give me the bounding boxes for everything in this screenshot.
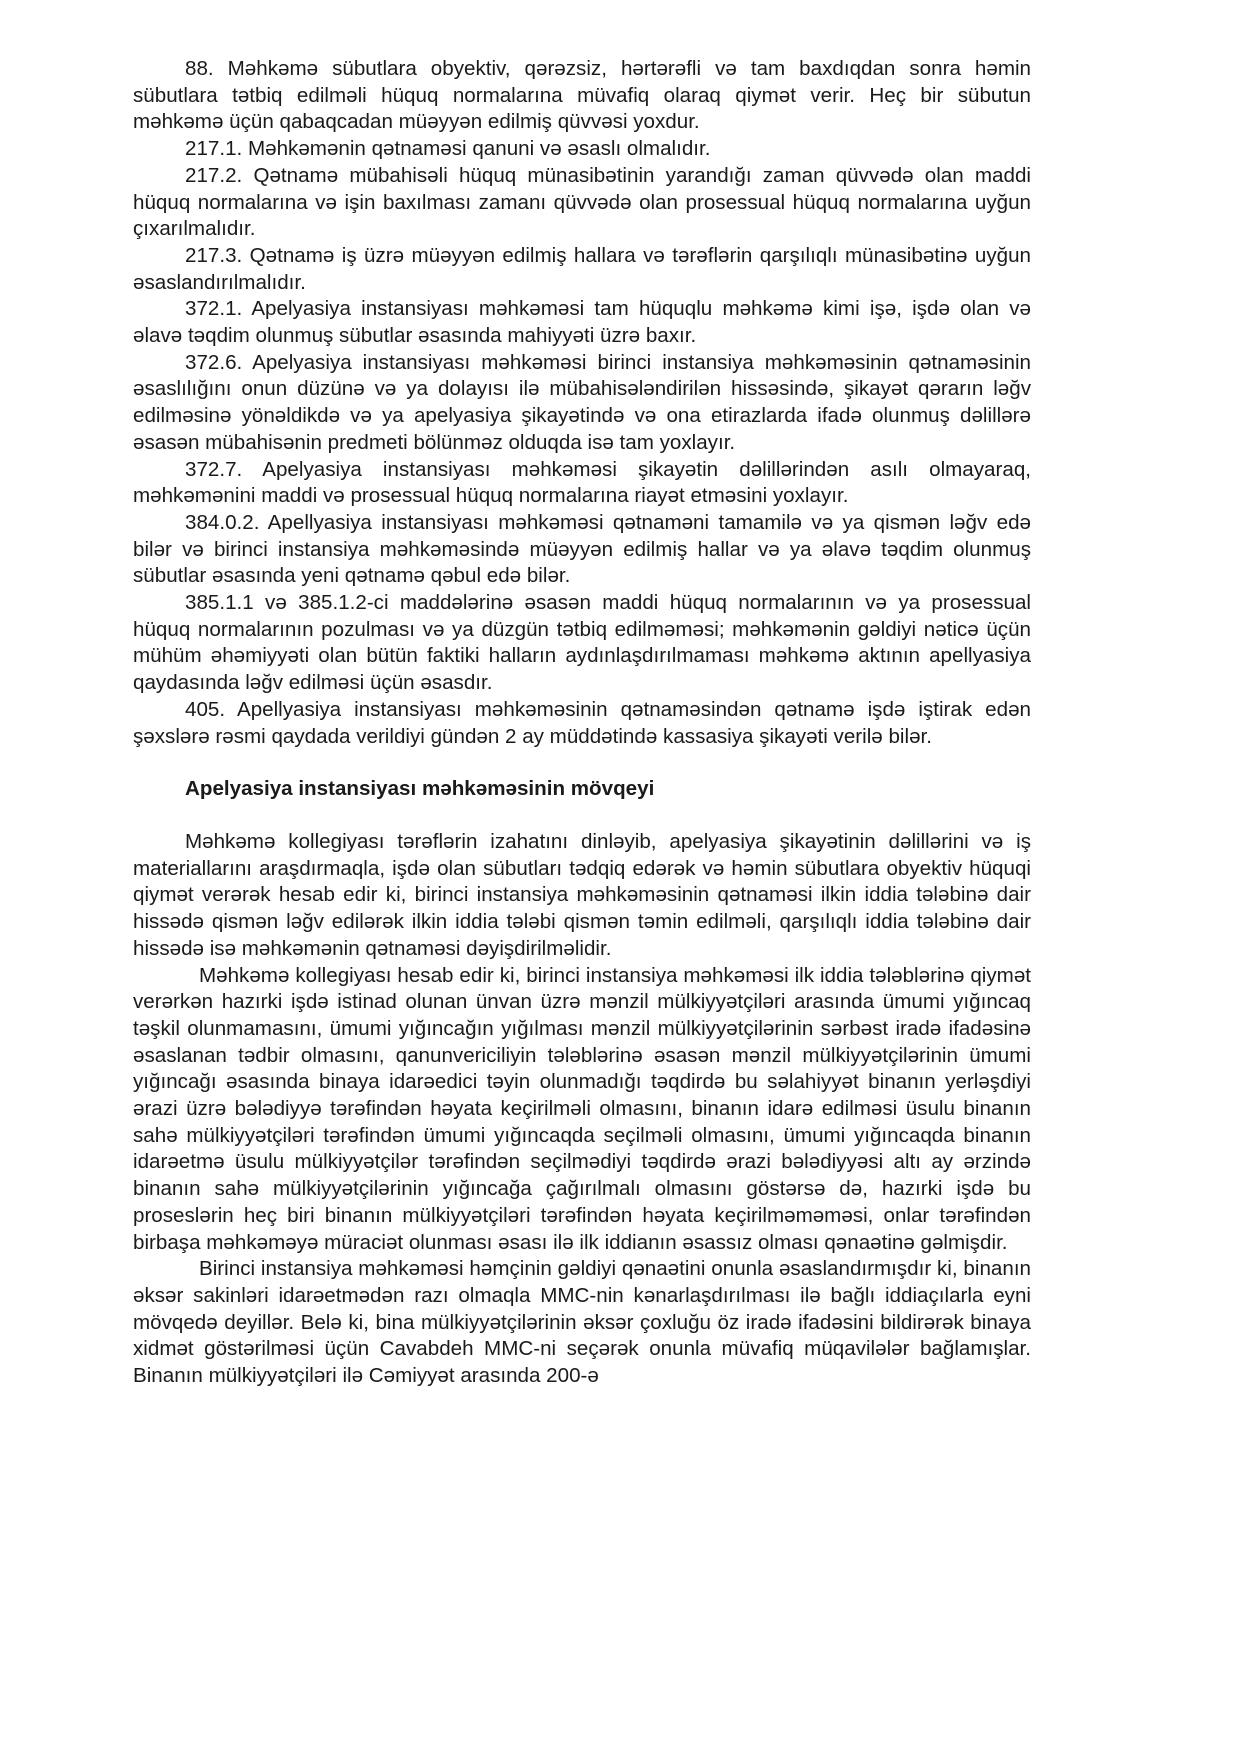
paragraph-article-372-6: 372.6. Apelyasiya instansiyası məhkəməsi birinci instansiya məhkəməsinin qətnaməsinin əsaslılığını onun düzünə və ya dolayısı ilə mübahisələndirilən hissəsində, şikayət qərarın ləğv edilməsinə yönəldikdə və ya apelyasiya şikayətində və ona etirazlarda ifadə olunmuş dəlillərə əsasən mübahisənin predmeti bölünməz olduqda isə tam yoxlayır. — [133, 350, 1031, 454]
paragraph-article-384-0-2: 384.0.2. Apellyasiya instansiyası məhkəməsi qətnaməni tamamilə və ya qismən ləğv edə bilər və birinci instansiya məhkəməsində müəyyən edilmiş hallar və ya əlavə təqdim olunmuş sübutlar əsasında yeni qətnamə qəbul edə bilər. — [133, 510, 1031, 588]
paragraph-article-217-2: 217.2. Qətnamə mübahisəli hüquq münasibətinin yarandığı zaman qüvvədə olan maddi hüquq normalarına və işin baxılması zamanı qüvvədə olan prosessual hüquq normalarına uyğun çıxarılmalıdır. — [133, 163, 1031, 241]
paragraph-article-372-7: 372.7. Apelyasiya instansiyası məhkəməsi şikayətin dəlillərindən asılı olmayaraq, məhkəmənini maddi və prosessual hüquq normalarına riayət etməsini yoxlayır. — [133, 457, 1031, 508]
paragraph-article-405: 405. Apellyasiya instansiyası məhkəməsinin qətnaməsindən qətnamə işdə iştirak edən şəxslərə rəsmi qaydada verildiyi gündən 2 ay müddətində kassasiya şikayəti verilə bilər. — [133, 697, 1031, 748]
paragraph-court-position-2: Məhkəmə kollegiyası hesab edir ki, birinci instansiya məhkəməsi ilk iddia tələblərinə qiymət verərkən hazırki işdə istinad olunan ünvan üzrə mənzil mülkiyyətçiləri arasında ümumi yığıncaq təşkil olunmamasını, ümumi yığıncağın yığılması mənzil mülkiyyətçilərinin sərbəst iradə ifadəsinə əsaslanan tədbir olmasını, qanunvericiliyin tələblərinə əsasən mənzil mülkiyyətçilərinin ümumi yığıncağı əsasında binaya idarəedici təyin olunmadığı təqdirdə bu səlahiyyət binanın yerləşdiyi ərazi üzrə bələdiyyə tərəfindən həyata keçirilməli olmasını, binanın idarə edilməsi üsulu binanın sahə mülkiyyətçiləri tərəfindən ümumi yığıncaqda seçilməli olmasını, ümumi yığıncaqda binanın idarəetmə üsulu mülkiyyətçilər tərəfindən seçilmədiyi təqdirdə ərazi bələdiyyəsi altı ay ərzində binanın sahə mülkiyyətçilərinin yığıncağa çağırılmalı olmasını göstərsə də, hazırki işdə bu proseslərin heç biri binanın mülkiyyətçiləri tərəfindən həyata keçirilməməməsi, onlar tərəfindən birbaşa məhkəməyə müraciət olunması əsası ilə ilk iddianın əsassız olması qənaətinə gəlmişdir. — [133, 963, 1031, 1254]
paragraph-article-217-3: 217.3. Qətnamə iş üzrə müəyyən edilmiş hallara və tərəflərin qarşılıqlı münasibətinə uyğun əsaslandırılmalıdır. — [133, 243, 1031, 294]
paragraph-article-88: 88. Məhkəmə sübutlara obyektiv, qərəzsiz, hərtərəfli və tam baxdıqdan sonra həmin sübutlara tətbiq edilməli hüquq normalarına müvafiq olaraq qiymət verir. Heç bir sübutun məhkəmə üçün qabaqcadan müəyyən edilmiş qüvvəsi yoxdur. — [133, 57, 1031, 134]
section-heading: Apelyasiya instansiyası məhkəməsinin mövqeyi — [185, 777, 655, 801]
paragraph-article-385: 385.1.1 və 385.1.2-ci maddələrinə əsasən maddi hüquq normalarının və ya prosessual hüquq normalarının pozulması və ya düzgün tətbiq edilməməsi; məhkəmənin gəldiyi nəticə üçün mühüm əhəmiyyəti olan bütün faktiki halların aydınlaşdırılmaması məhkəmə aktının apellyasiya qaydasında ləğv edilməsi üçün əsasdır. — [133, 591, 1031, 695]
paragraph-article-217-1: 217.1. Məhkəmənin qətnaməsi qanuni və əsaslı olmalıdır. — [185, 137, 711, 161]
paragraph-article-372-1: 372.1. Apelyasiya instansiyası məhkəməsi tam hüquqlu məhkəmə kimi işə, işdə olan və əlavə təqdim olunmuş sübutlar əsasında mahiyyəti üzrə baxır. — [133, 297, 1031, 348]
document-page — [133, 56, 1031, 1390]
paragraph-court-position-3: Birinci instansiya məhkəməsi həmçinin gəldiyi qənaətini onunla əsaslandırmışdır ki, binanın əksər sakinləri idarəetmədən razı olmaqla MMC-nin kənarlaşdırılması ilə bağlı iddiaçılarla eyni mövqedə deyillər. Belə ki, bina mülkiyyətçilərinin əksər çoxluğu öz iradə ifadəsini bildirərək binaya xidmət göstərilməsi üçün Cavabdeh MMC-ni seçərək onunla müvafiq müqavilələr bağlamışlar. Binanın mülkiyyətçiləri ilə Cəmiyyət arasında 200-ə — [133, 1257, 1031, 1388]
paragraph-court-position-1: Məhkəmə kollegiyası tərəflərin izahatını dinləyib, apelyasiya şikayətinin dəlillərini və iş materiallarını araşdırmaqla, işdə olan sübutları tədqiq edərək və həmin sübutlara obyektiv hüquqi qiymət verərək hesab edir ki, birinci instansiya məhkəməsinin qətnaməsi ilkin iddia tələbinə dair hissədə qismən ləğv edilərək ilkin iddia tələbi qismən təmin edilməli, qarşılıqlı iddia tələbinə dair hissədə isə məhkəmənin qətnaməsi dəyişdirilməlidir. — [133, 829, 1031, 960]
